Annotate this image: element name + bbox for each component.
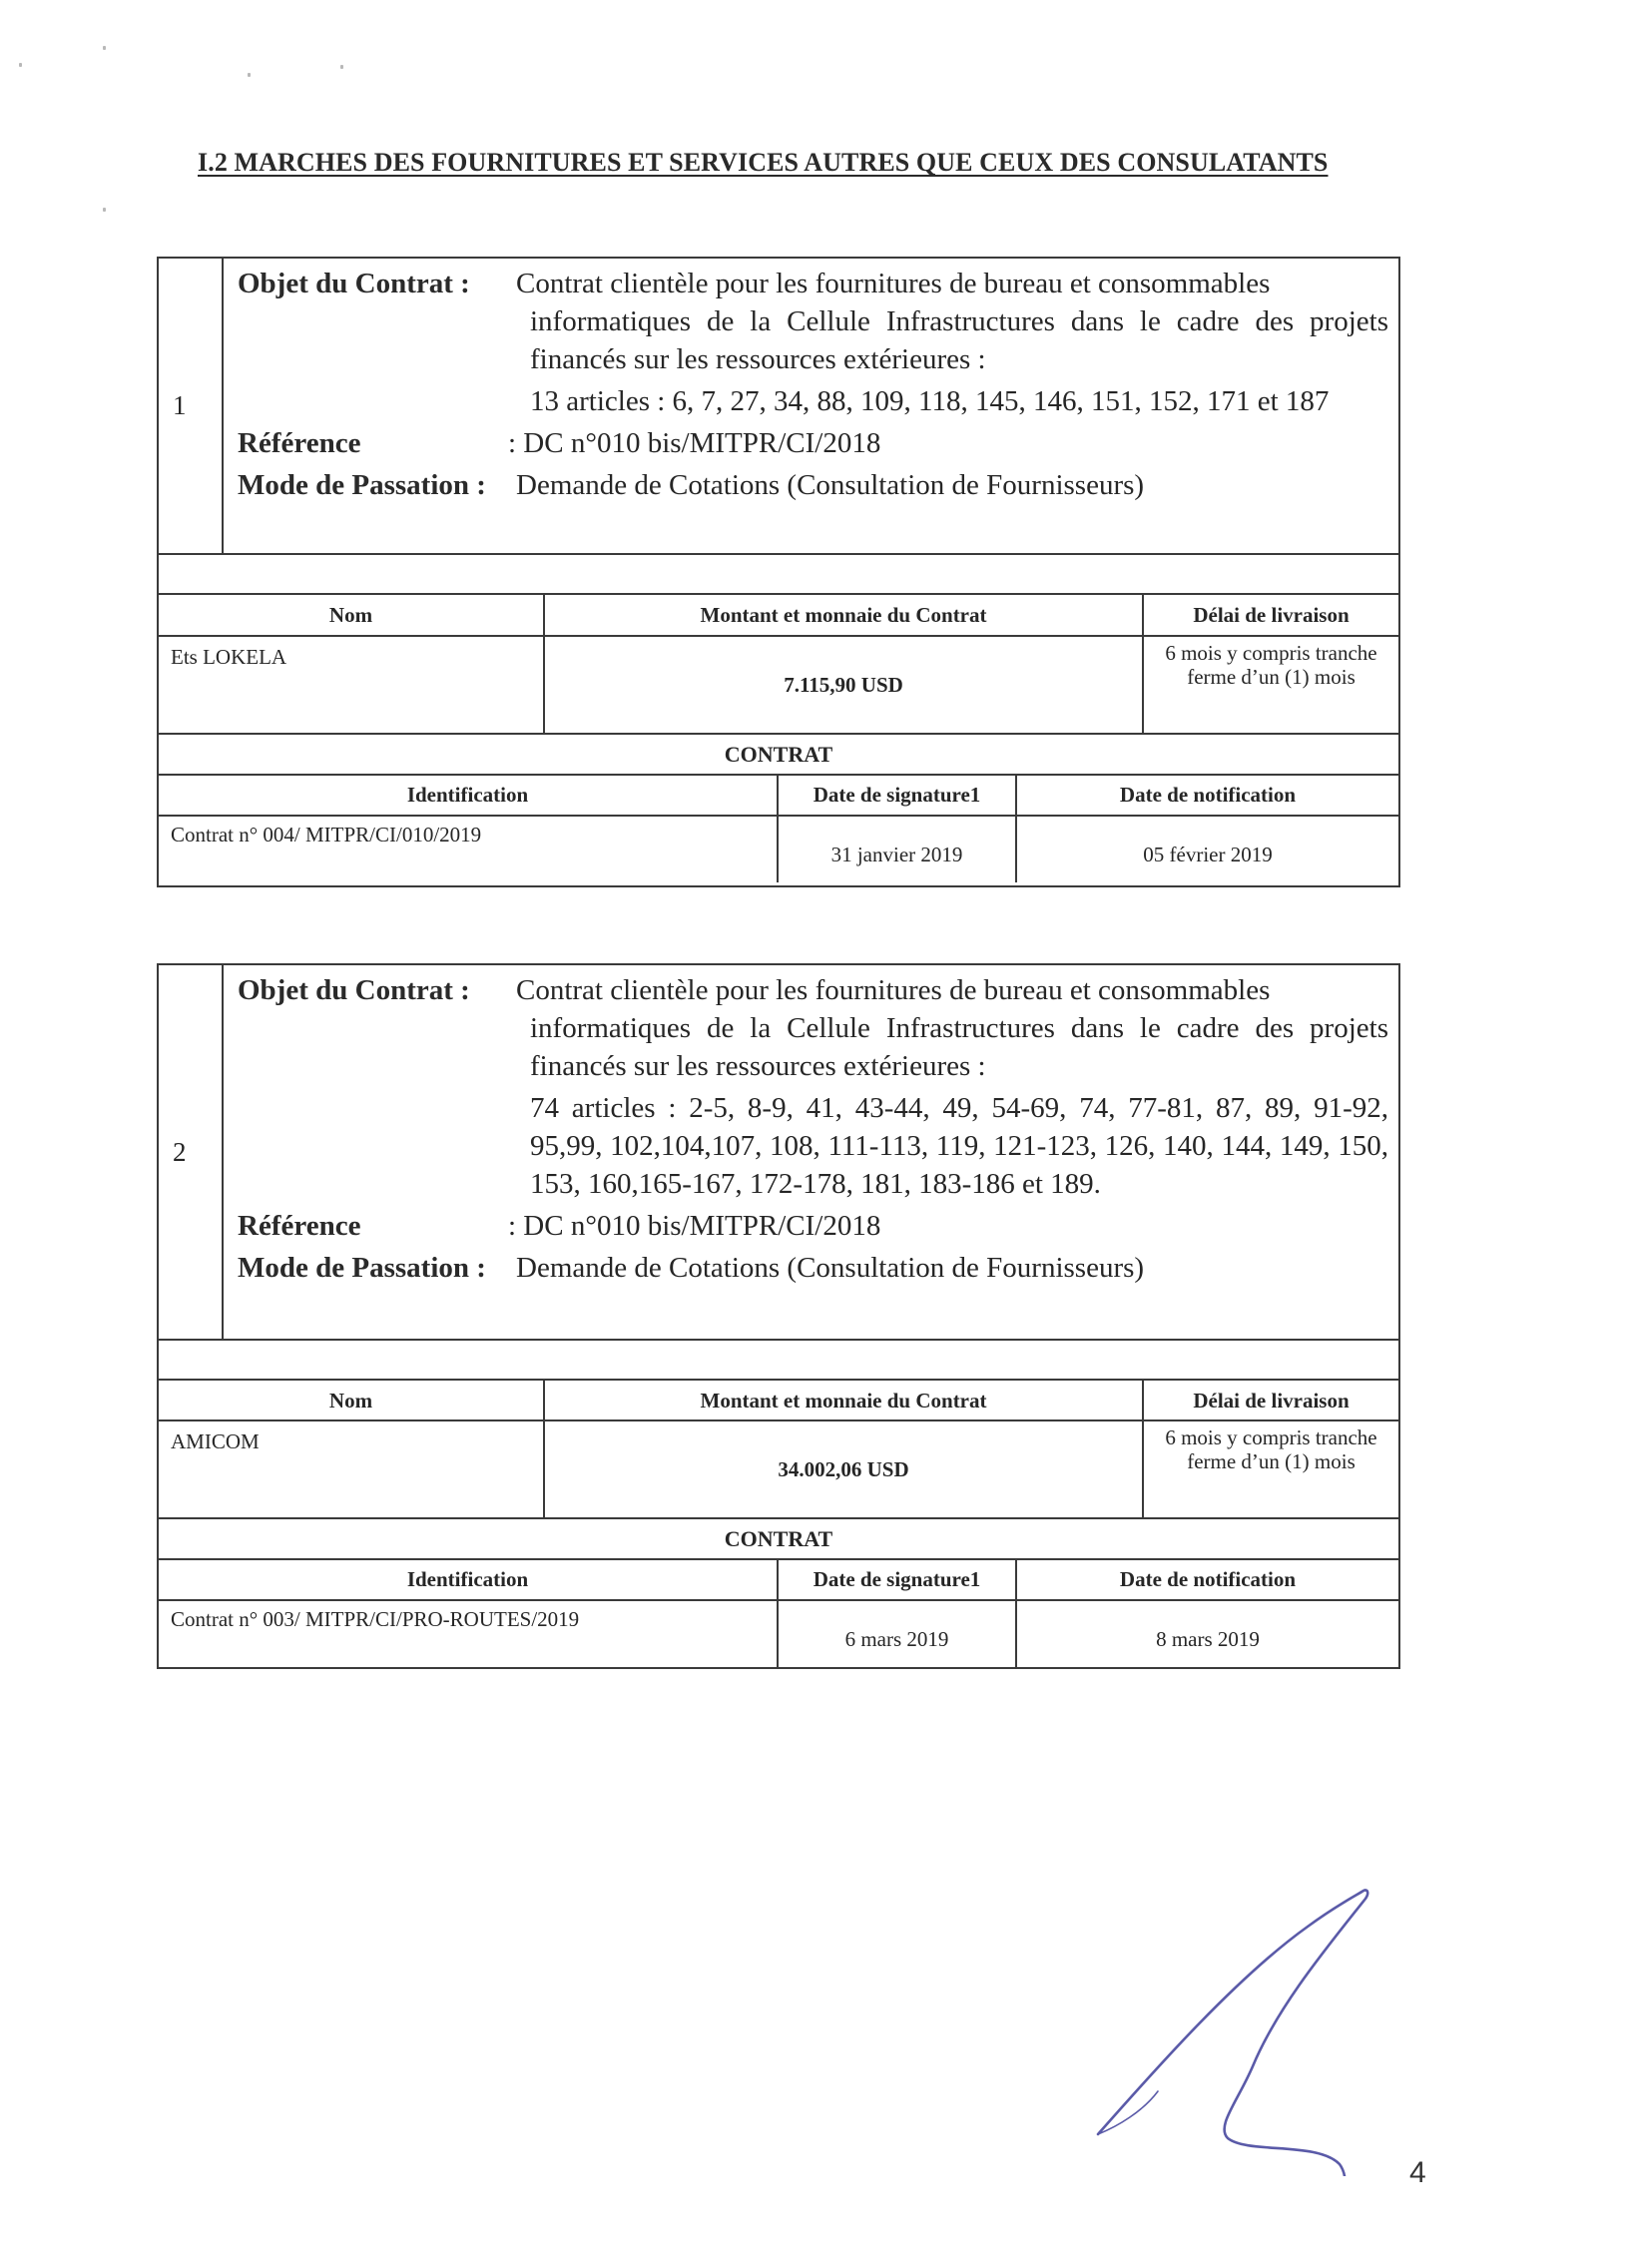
contract-number: 2 — [159, 965, 224, 1339]
articles-list: 13 articles : 6, 7, 27, 34, 88, 109, 118, 145, 146, 151, 152, 171 et 187 — [530, 385, 1330, 417]
supplier-name: Ets LOKELA — [159, 637, 545, 733]
scan-speck — [19, 63, 22, 67]
reference-value: : DC n°010 bis/MITPR/CI/2018 — [508, 1210, 881, 1242]
signature-date: 31 janvier 2019 — [779, 817, 1017, 882]
supplier-row — [159, 1421, 1398, 1519]
mode-value: Demande de Cotations (Consultation de Fournisseurs) — [516, 469, 1145, 501]
contract-amount: 34.002,06 USD — [545, 1421, 1144, 1517]
objet-label: Objet du Contrat : — [238, 974, 470, 1006]
mode-label: Mode de Passation : — [238, 469, 486, 501]
contract-header-row — [159, 1560, 1398, 1601]
contract-object-block — [159, 259, 1398, 555]
delivery-delay: 6 mois y compris tranche ferme d’un (1) mois — [1165, 1425, 1377, 1473]
header-date-signature: Date de signature1 — [779, 776, 1017, 815]
signature-stroke — [1098, 1890, 1367, 2176]
section-heading: I.2 MARCHES DES FOURNITURES ET SERVICES AUTRES QUE CEUX DES CONSULATANTS — [198, 148, 1329, 177]
contract-table-1 — [157, 257, 1400, 887]
supplier-name: AMICOM — [159, 1421, 545, 1517]
notification-date: 8 mars 2019 — [1156, 1626, 1260, 1651]
header-nom: Nom — [159, 595, 545, 635]
header-delai: Délai de livraison — [1193, 602, 1350, 627]
scan-speck — [340, 65, 343, 69]
objet-first-line: Contrat clientèle pour les fournitures de bureau et consommables — [516, 974, 1271, 1006]
header-identification: Identification — [159, 1560, 779, 1599]
page-number: 4 — [1409, 2156, 1426, 2189]
signature-stroke-tail — [1098, 2091, 1158, 2134]
contract-identification: Contrat n° 004/ MITPR/CI/010/2019 — [159, 817, 779, 882]
objet-label: Objet du Contrat : — [238, 268, 470, 299]
handwritten-signature — [1088, 1837, 1387, 2176]
contract-identification: Contrat n° 003/ MITPR/CI/PRO-ROUTES/2019 — [159, 1601, 779, 1667]
objet-first-line: Contrat clientèle pour les fournitures de bureau et consommables — [516, 268, 1271, 299]
contrat-title: CONTRAT — [159, 735, 1398, 776]
scan-speck — [103, 208, 106, 212]
header-identification: Identification — [159, 776, 779, 815]
delivery-delay: 6 mois y compris tranche ferme d’un (1) mois — [1165, 641, 1377, 689]
header-montant: Montant et monnaie du Contrat — [545, 1381, 1144, 1420]
header-montant: Montant et monnaie du Contrat — [545, 595, 1144, 635]
objet-text: informatiques de la Cellule Infrastructures dans le cadre des projets financés sur les ressources extérieures : — [530, 1012, 1388, 1082]
mode-label: Mode de Passation : — [238, 1252, 486, 1284]
blank-row — [159, 555, 1398, 595]
contract-object-block — [159, 965, 1398, 1341]
header-date-notification: Date de notification — [1119, 783, 1297, 807]
contract-row — [159, 817, 1398, 882]
signature-date: 6 mars 2019 — [779, 1601, 1017, 1667]
supplier-header-row — [159, 595, 1398, 637]
header-date-signature: Date de signature1 — [779, 1560, 1017, 1599]
reference-label: Référence — [238, 1210, 361, 1242]
blank-row — [159, 1341, 1398, 1381]
mode-value: Demande de Cotations (Consultation de Fournisseurs) — [516, 1252, 1145, 1284]
notification-date: 05 février 2019 — [1143, 842, 1273, 866]
scan-speck — [103, 46, 106, 50]
header-date-notification: Date de notification — [1119, 1567, 1297, 1591]
articles-list: 74 articles : 2-5, 8-9, 41, 43-44, 49, 54-69, 74, 77-81, 87, 89, 91-92, 95,99, 102,104,107, 108, 111-113, 119, 121-123, 126, 140, 144, 149, 150, 153, 160,165-167, 172-178, 181, 183-186 et 189. — [530, 1092, 1388, 1200]
reference-label: Référence — [238, 427, 361, 459]
supplier-row — [159, 637, 1398, 735]
scan-speck — [248, 73, 251, 77]
contract-header-row — [159, 776, 1398, 817]
contract-number: 1 — [159, 259, 224, 553]
supplier-header-row — [159, 1381, 1398, 1421]
reference-value: : DC n°010 bis/MITPR/CI/2018 — [508, 427, 881, 459]
header-delai: Délai de livraison — [1193, 1388, 1350, 1413]
contract-row — [159, 1601, 1398, 1667]
objet-text: informatiques de la Cellule Infrastructures dans le cadre des projets financés sur les ressources extérieures : — [530, 305, 1388, 375]
header-nom: Nom — [159, 1381, 545, 1420]
contract-amount: 7.115,90 USD — [545, 637, 1144, 733]
contract-table-2 — [157, 963, 1400, 1669]
contrat-title: CONTRAT — [159, 1519, 1398, 1560]
